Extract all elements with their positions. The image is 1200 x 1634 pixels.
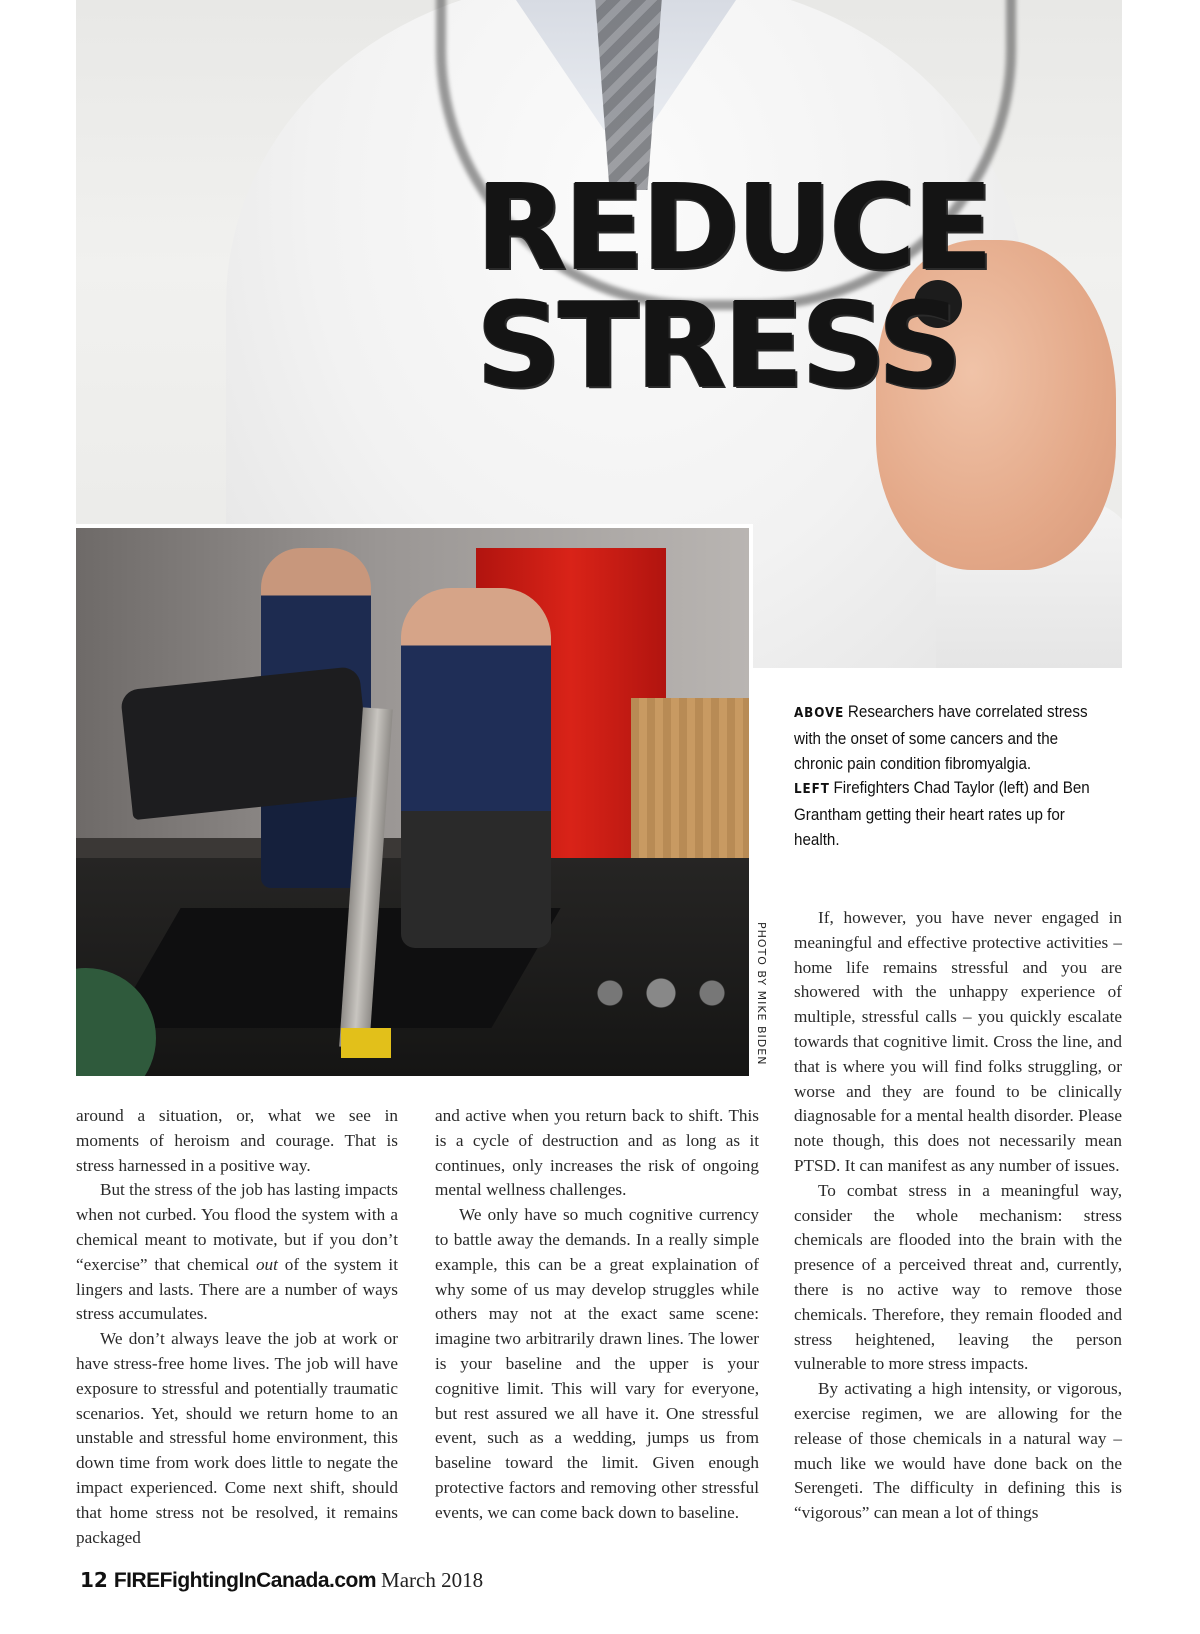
issue-date: March 2018 <box>381 1568 484 1592</box>
paragraph: We only have so much cognitive currency to battle away the demands. In a really simple example, this can be a great explaination of why some of us may develop struggles while others may not at the exact same scene: imagine two arbitrarily drawn lines. The lower is your baseline and the upper is your cognitive limit. This will vary for everyone, but rest assured we all have it. One stressful event, such as a wedding, jumps us from baseline toward the limit. Given enough protective factors and removing other stressful events, we can come back down to baseline. <box>435 1205 759 1522</box>
caption-left-label: LEFT <box>794 782 830 798</box>
paragraph: If, however, you have never engaged in meaningful and effective protective activities – home life remains stressful and you are showered with the unhappy experience of multiple, stressful calls – you quickly escalate towards that cognitive limit. Cross the line, and that is where you will find folks struggling, or worse and they are found to be clinically diagnosable for a mental health disorder. Please note though, this does not necessarily mean PTSD. It can manifest as any number of issues. <box>794 908 1122 1175</box>
paragraph: To combat stress in a meaningful way, consider the whole mechanism: stress chemicals are flooded into the brain with the presence of a perceived threat and, currently, there is no active way to remove those chemicals. Therefore, they remain flooded and stress heightened, leaving the person vulnerable to more stress impacts. <box>794 1180 1122 1374</box>
paragraph-text: But the stress of the job has lasting impacts when not curbed. You flood the system with a chemical meant to motivate, but if you don’t “exercise” that chemical <box>76 1180 398 1274</box>
photo-caption <box>794 700 1098 853</box>
article-column-1 <box>76 1104 398 1550</box>
exercise-bike-base <box>341 1028 391 1058</box>
caption-above <box>794 700 1098 776</box>
caption-left-text: Firefighters Chad Taylor (left) and Ben Grantham getting their heart rates up for health. <box>794 779 1090 849</box>
caption-above-label: ABOVE <box>794 706 845 721</box>
headline <box>476 158 996 414</box>
headline-line-2: STRESS <box>476 276 960 414</box>
page-number: 12 <box>80 1568 108 1592</box>
treadmill-console <box>120 666 372 820</box>
caption-above-text: Researchers have correlated stress with the onset of some cancers and the chronic pain condition fibromyalgia. <box>794 703 1088 773</box>
article-column-3 <box>794 906 1122 1526</box>
photo-credit: PHOTO BY MIKE BIDEN <box>755 922 768 1066</box>
caption-left <box>794 776 1098 852</box>
article-column-2 <box>435 1104 759 1526</box>
paragraph <box>76 1178 398 1327</box>
paragraph: and active when you return back to shift. This is a cycle of destruction and as long as it continues, only increases the risk of ongoing mental wellness challenges. <box>435 1106 759 1200</box>
paragraph: By activating a high intensity, or vigorous, exercise regimen, we are allowing for the release of those chemicals in a natural way – much like we would have done back on the Serengeti. The difficulty in defining this is “vigorous” can mean a lot of things <box>794 1379 1122 1523</box>
paragraph-text: of the system it lingers and lasts. There are a number of ways stress accumulates. <box>76 1254 398 1324</box>
emphasis-text: out <box>255 1254 278 1274</box>
paragraph: We don’t always leave the job at work or have stress-free home lives. The job will have exposure to stressful and potentially traumatic scenarios. Yet, should we return home to an unstable and stressful home environment, this down time from work does little to negate the impact experienced. Come next shift, should that home stress not be resolved, it remains packaged <box>76 1329 398 1547</box>
gym-photo <box>76 524 753 1076</box>
site-name: FIREFightingInCanada.com <box>113 1569 377 1592</box>
page-footer <box>80 1568 483 1598</box>
headline-line-1: REDUCE <box>476 158 991 296</box>
firefighter-on-bike <box>401 588 551 948</box>
weight-plates <box>576 958 746 1028</box>
paragraph: around a situation, or, what we see in moments of heroism and courage. That is stress harnessed in a positive way. <box>76 1106 398 1175</box>
